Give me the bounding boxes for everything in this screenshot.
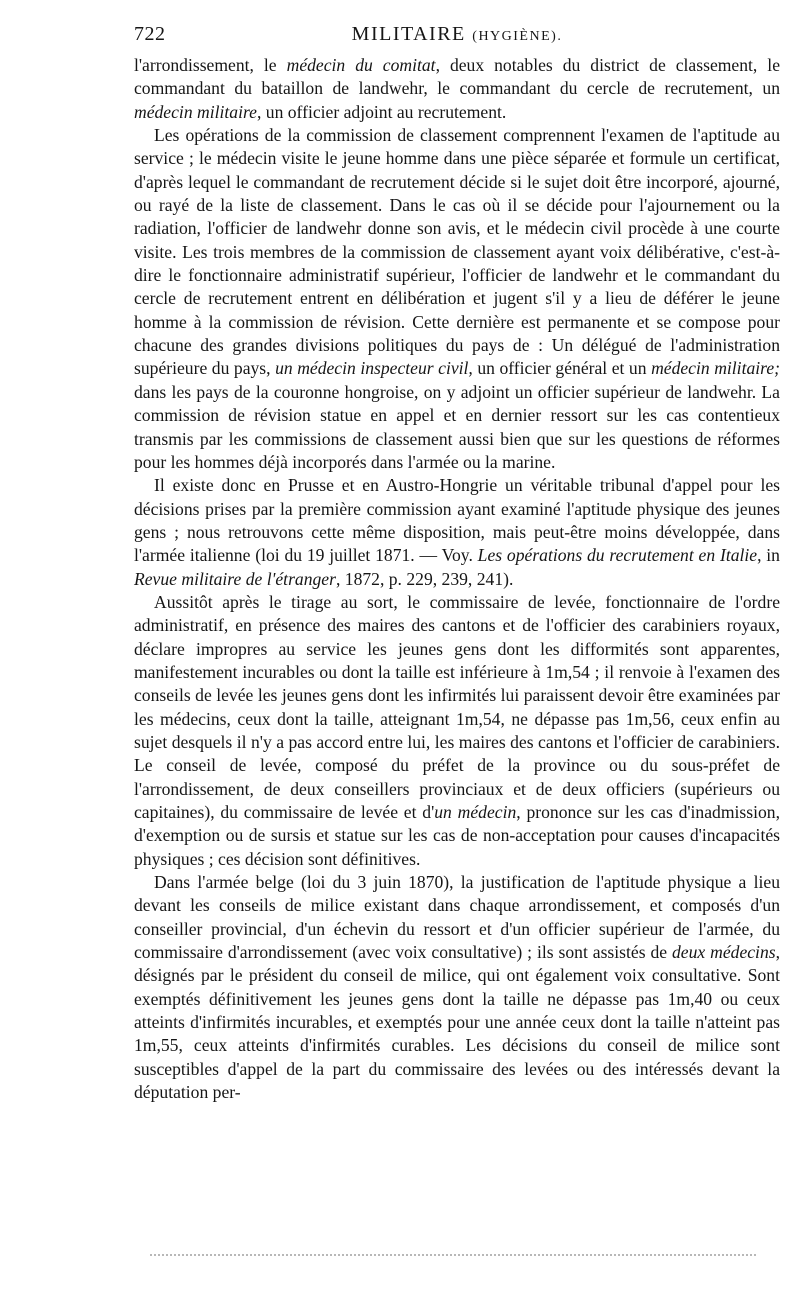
text-run: , in	[757, 545, 780, 566]
text-run: , deux notables du district de classement, le commandant du bataillon de landwehr, le commandant du cercle de recrutement, un	[134, 55, 781, 99]
running-title-main: MILITAIRE	[351, 23, 466, 45]
italic-text-run: deux médecins	[672, 942, 776, 963]
italic-text-run: un médecin inspecteur civil,	[275, 358, 473, 379]
text-run: Dans l'armée belge (loi du 3 juin 1870), la justification de l'aptitude physique a lieu devant les conseils de milice existant dans chaque arrondissement, et composés d'un conseiller provincial, d'un échevin du ressort et d'un officier supérieur de l'armée, du commissaire d'arrondissement (avec voix consultative) ; ils sont assistés de	[134, 872, 780, 963]
bottom-dotted-rule	[150, 1254, 756, 1256]
text-run: l'arrondissement, le	[134, 55, 287, 75]
text-run: Il existe donc en Prusse et en Austro-Hongrie un véritable tribunal d'appel pour les décisions prises par la première commission ayant examiné l'aptitude physique des jeunes gens ; nous retrouvons cette même disposition, mais peut-être moins développée, dans l'armée italienne (loi du 19 juillet 1871. — Voy.	[134, 475, 780, 566]
paragraph	[134, 474, 780, 591]
text-run: , 1872, p. 229, 239, 241).	[335, 568, 514, 589]
page-number: 722	[134, 23, 166, 45]
page	[134, 14, 780, 1264]
running-head	[134, 14, 780, 54]
paragraph	[134, 54, 780, 124]
text-run: Les opérations de la commission de classement comprennent l'examen de l'aptitude au service ; le médecin visite le jeune homme dans une pièce séparée et formule un certificat, d'après lequel le commandant de recrutement décide si le sujet doit être incorporé, ajourné, ou rayé de la liste de classement. Dans le cas où il se décide pour l'ajournement ou la radiation, l'officier de landwehr donne son avis, et le médecin civil procède à une courte visite. Les trois membres de la commission de classement ayant voix délibérative, c'est-à-dire le fonctionnaire administratif supérieur, l'officier de landwehr et le commandant du cercle de recrutement entrent en délibération et jugent s'il y a lieu de déférer le jeune homme à la commission de révision. Cette dernière est permanente et se compose pour chacune des grandes divisions politiques du pays de : Un délégué de l'administration supérieure du pays,	[134, 125, 780, 379]
text-run: dans les pays de la couronne hongroise, on y adjoint un officier supérieur de landwehr. La commission de révision statue en appel et en dernier ressort sur les cas contentieux transmis par les commissions de classement aussi bien que sur les questions de réformes pour les hommes déjà incorporés dans l'armée ou la marine.	[134, 381, 780, 472]
running-title-sub: (HYGIÈNE).	[472, 29, 563, 44]
italic-text-run: médecin du comitat	[286, 55, 436, 75]
paragraph	[134, 124, 780, 474]
text-run: , un officier adjoint au recrutement.	[256, 101, 507, 122]
italic-text-run: Revue militaire de l'étranger	[134, 568, 336, 589]
paragraph	[134, 871, 780, 1104]
text-run: Aussitôt après le tirage au sort, le commissaire de levée, fonctionnaire de l'ordre administratif, en présence des maires des cantons et de l'officier des carabiniers royaux, déclare impropres au service les jeunes gens dont les difformités sont apparentes, manifestement incurables ou dont la taille est inférieure à 1m,54 ; il renvoie à l'examen des conseils de levée les jeunes gens dont les infirmités lui paraissent devoir être examinées par les médecins, ceux dont la taille, atteignant 1m,54, ne dépasse pas 1m,56, ceux enfin au sujet desquels il n'y a pas accord entre lui, les maires des cantons et l'officier de carabiniers. Le conseil de levée, composé du préfet de la province ou du sous-préfet de l'arrondissement, de deux conseillers provinciaux et de deux officiers (supérieurs ou capitaines), du commissaire de levée et d'	[134, 591, 780, 822]
italic-text-run: un médecin	[434, 802, 517, 822]
body-text	[134, 54, 780, 1104]
running-title	[134, 14, 780, 57]
italic-text-run: médecin militaire	[134, 101, 257, 122]
italic-text-run: médecin militaire;	[651, 358, 781, 379]
italic-text-run: Les opérations du recrutement en Italie	[477, 545, 758, 566]
text-run: , désignés par le président du conseil de milice, qui ont également voix consultative. Sont exemptés définitivement les jeunes gens dont la taille ne dépasse pas 1m,40 ou ceux atteints d'infirmités incurables, et exemptés pour une année ceux dont la taille n'atteint pas 1m,55, ceux atteints d'infirmités curables. Les décisions du conseil de milice sont susceptibles d'appel de la part du commissaire des levées ou des intéressés devant la députation per-	[134, 942, 780, 1103]
text-run: un officier général et un	[472, 358, 652, 379]
text-run: , prononce sur les cas d'inadmission, d'exemption ou de sursis et statue sur les cas de non-acceptation pour causes d'incapacités physiques ; ces décision sont définitives.	[134, 802, 780, 869]
paragraph	[134, 591, 780, 871]
